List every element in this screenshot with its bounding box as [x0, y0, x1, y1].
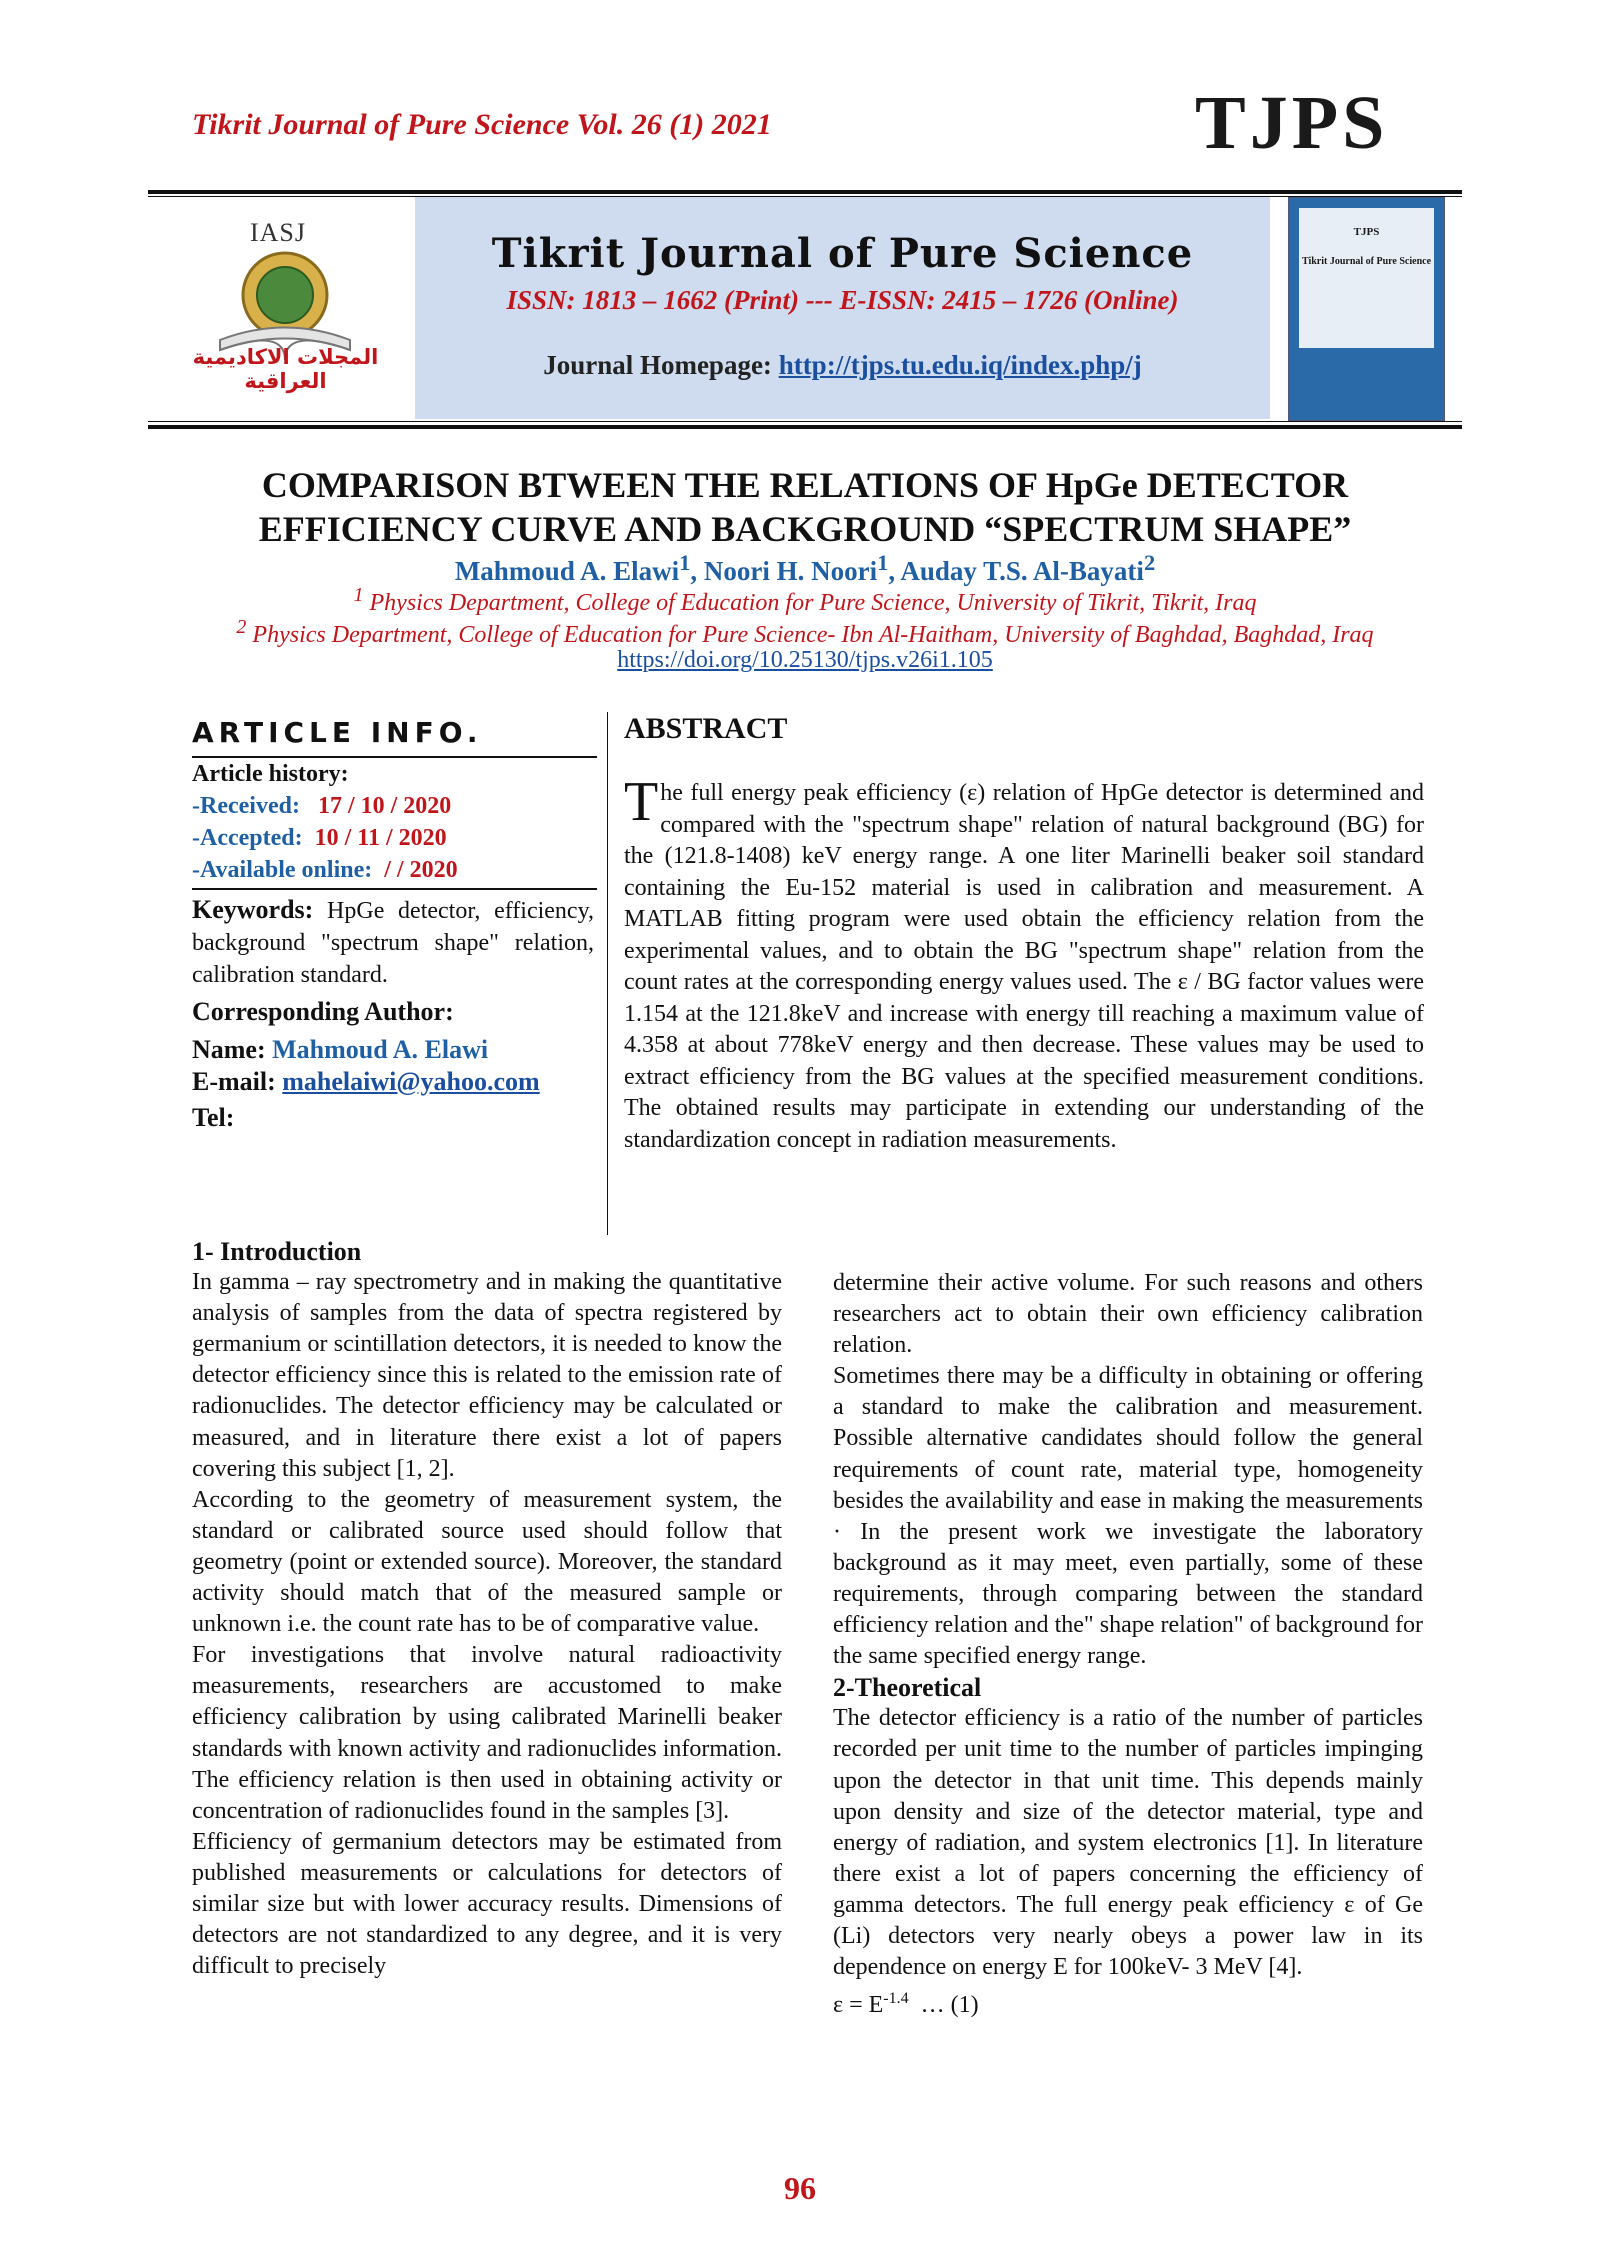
equation-lhs: ε = E: [833, 1992, 884, 2019]
email-label: E-mail:: [192, 1067, 276, 1096]
title-line-1: COMPARISON BTWEEN THE RELATIONS OF HpGe DETECTOR: [261, 465, 1349, 505]
received-label: -Received:: [192, 793, 300, 819]
intro-paragraph-4: Efficiency of germanium detectors may be estimated from published measurements or calculations for detectors of similar size but with lower accuracy results. Dimensions of detectors are not standardized to any degree, and it is very difficult to precisely: [192, 1828, 782, 1980]
journal-homepage: [415, 350, 1270, 381]
tjps-logo: TJPS: [1195, 81, 1389, 165]
intro-paragraph-5: determine their active volume. For such reasons and others researchers act to obtain their own efficiency calibration relation.: [833, 1270, 1423, 1359]
affiliation-1-text: Physics Department, College of Education for Pure Science, University of Tikrit, Tikrit, Iraq: [369, 590, 1257, 616]
author-3-sup: 2: [1143, 550, 1156, 575]
abstract-heading: ABSTRACT: [624, 712, 788, 745]
doi: [148, 647, 1462, 674]
keywords-block: [192, 894, 594, 991]
equation-number: … (1): [920, 1992, 979, 2019]
tel-label: Tel:: [192, 1103, 235, 1132]
header-rule-bottom-thin: [148, 421, 1462, 422]
column-divider: [607, 712, 608, 1235]
affiliation-2: [148, 616, 1462, 649]
page-number: 96: [784, 2170, 816, 2206]
issn: ISSN: 1813 – 1662 (Print) --- E-ISSN: 2415 – 1726 (Online): [506, 285, 1179, 315]
paper-title: [148, 463, 1462, 551]
online-row: [192, 854, 594, 886]
corr-name: Mahmoud A. Elawi: [272, 1035, 489, 1064]
history-label: Article history:: [192, 761, 349, 787]
author-3: Auday T.S. Al-Bayati: [900, 556, 1144, 586]
cover-title: TJPS: [1353, 226, 1380, 238]
corr-label: Corresponding Author:: [192, 997, 454, 1026]
corr-name-row: [192, 1034, 594, 1066]
corresponding-author: [192, 996, 594, 1134]
right-column: [833, 1268, 1423, 2021]
running-title: Tikrit Journal of Pure Science Vol. 26 (1) 2021: [192, 108, 772, 141]
keywords-label: Keywords:: [192, 895, 314, 924]
journal-name: Tikrit Journal of Pure Science: [491, 230, 1194, 277]
intro-paragraph-3: For investigations that involve natural radioactivity measurements, researchers are accustomed to make efficiency calibration by using calibrated Marinelli beaker standards with known activity and radionuclides information. The efficiency relation is then used in obtaining activity or concentration of radionuclides found in the samples [3].: [192, 1642, 782, 1824]
online-label: -Available online:: [192, 857, 373, 883]
intro-paragraph-6: Sometimes there may be a difficulty in obtaining or offering a standard to make the calibration and measurement. Possible alternative candidates should follow the general requirements of count rate, material type, homogeneity besides the availability and ease in making the measurements · In the present work we investigate the laboratory background as it may meet, even partially, some of these requirements, through comparing between the standard efficiency relation and the" shape relation" of background for the same specified energy range.: [833, 1363, 1423, 1670]
corr-email-link[interactable]: mahelaiwi@yahoo.com: [282, 1067, 540, 1096]
doi-link[interactable]: https://doi.org/10.25130/tjps.v26i1.105: [617, 647, 993, 673]
equation-1: [833, 1983, 1423, 2021]
theory-heading: 2-Theoretical: [833, 1673, 982, 1703]
authors: Mahmoud A. Elawi$^1$, Noori H. Noori$^1$, Auday T.S. Al-Bayati$^2$: [454, 550, 1156, 586]
left-column: [192, 1236, 782, 1982]
intro-paragraph-2: According to the geometry of measurement system, the standard or calibrated source used should follow that geometry (point or extended source). Moreover, the standard activity should match that of the measured sample or unknown i.e. the count rate has to be of comparative value.: [192, 1486, 782, 1638]
abstract-body: [624, 771, 1424, 1156]
abstract-dropcap: T: [624, 771, 659, 833]
author-2-sup: 1: [877, 550, 889, 575]
affiliation-1-sup: 1: [353, 584, 364, 606]
equation-exponent: -1.4: [883, 1990, 909, 2008]
theory-paragraph-1: The detector efficiency is a ratio of the number of particles recorded per unit time to the number of particles impinging upon the detector in that unit time. This depends mainly upon density and size of the detector material, type and energy of radiation, and system electronics [1]. In literature there exist a lot of papers concerning the efficiency of gamma detectors. The full energy peak efficiency ε of Ge (Li) detectors very nearly obeys a power law in its dependence on energy E for 100keV- 3 MeV [4].: [833, 1705, 1423, 1981]
homepage-link[interactable]: http://tjps.tu.edu.iq/index.php/j: [778, 350, 1142, 380]
affiliation-2-text: Physics Department, College of Education for Pure Science- Ibn Al-Haitham, University of Baghdad, Baghdad, Iraq: [252, 622, 1374, 648]
article-info-rule-bottom: [192, 888, 597, 890]
received-row: [192, 790, 594, 822]
corr-email-row: [192, 1066, 594, 1098]
journal-cover-thumbnail: [1288, 197, 1445, 421]
author-2: Noori H. Noori: [703, 556, 878, 586]
article-info-heading: ARTICLE INFO.: [192, 716, 483, 749]
name-label: Name:: [192, 1035, 266, 1064]
header-rule-top: [148, 190, 1462, 194]
keywords: HpGe detector, efficiency, background "spectrum shape" relation, calibration standard.: [192, 898, 595, 988]
author-1: Mahmoud A. Elawi: [454, 556, 680, 586]
online-date: / / 2020: [384, 857, 458, 883]
iasj-arabic-label: المجلات الاكاديمية العراقية: [192, 345, 379, 393]
intro-paragraph-1: In gamma – ray spectrometry and in making the quantitative analysis of samples from the data of spectra registered by germanium or scintillation detectors, it is needed to know the detector efficiency since this is related to the emission rate of radionuclides. The detector efficiency may be calculated or measured, and in literature there exist a lot of papers covering this subject [1, 2].: [192, 1269, 782, 1482]
accepted-label: -Accepted:: [192, 825, 303, 851]
affiliation-1: [148, 584, 1462, 617]
accepted-row: [192, 822, 594, 854]
title-line-2: EFFICIENCY CURVE AND BACKGROUND “SPECTRUM SHAPE”: [258, 509, 1352, 549]
abstract-text: he full energy peak efficiency (ε) relation of HpGe detector is determined and compared with the "spectrum shape" relation of natural background (BG) for the (121.8-1408) keV energy range. A one liter Marinelli beaker soil standard containing the Eu-152 material is used in calibration and measurement. A MATLAB fitting program were used obtain the efficiency relation from the experimental values, and to obtain the BG "spectrum shape" relation from the count rates at the corresponding energy values used. The ε / BG factor values were 1.154 at the 121.8keV and increase with energy till reaching a maximum value of 4.358 at about 778keV energy and then decrease. These values may be used to extract efficiency from the BG values at the specified measurement conditions. The obtained results may participate in extending our understanding of the standardization concept in radiation measurements.: [624, 780, 1424, 1153]
cover-subtitle: Tikrit Journal of Pure Science: [1301, 256, 1432, 267]
accepted-date: 10 / 11 / 2020: [314, 825, 447, 851]
iasj-label: IASJ: [250, 218, 307, 247]
affiliation-2-sup: 2: [236, 616, 247, 638]
author-1-sup: 1: [679, 550, 691, 575]
article-history: [192, 758, 594, 886]
received-date: 17 / 10 / 2020: [317, 793, 452, 819]
homepage-label: Journal Homepage:: [543, 350, 779, 380]
intro-heading: 1- Introduction: [192, 1237, 362, 1266]
header-rule-bottom: [148, 425, 1462, 429]
